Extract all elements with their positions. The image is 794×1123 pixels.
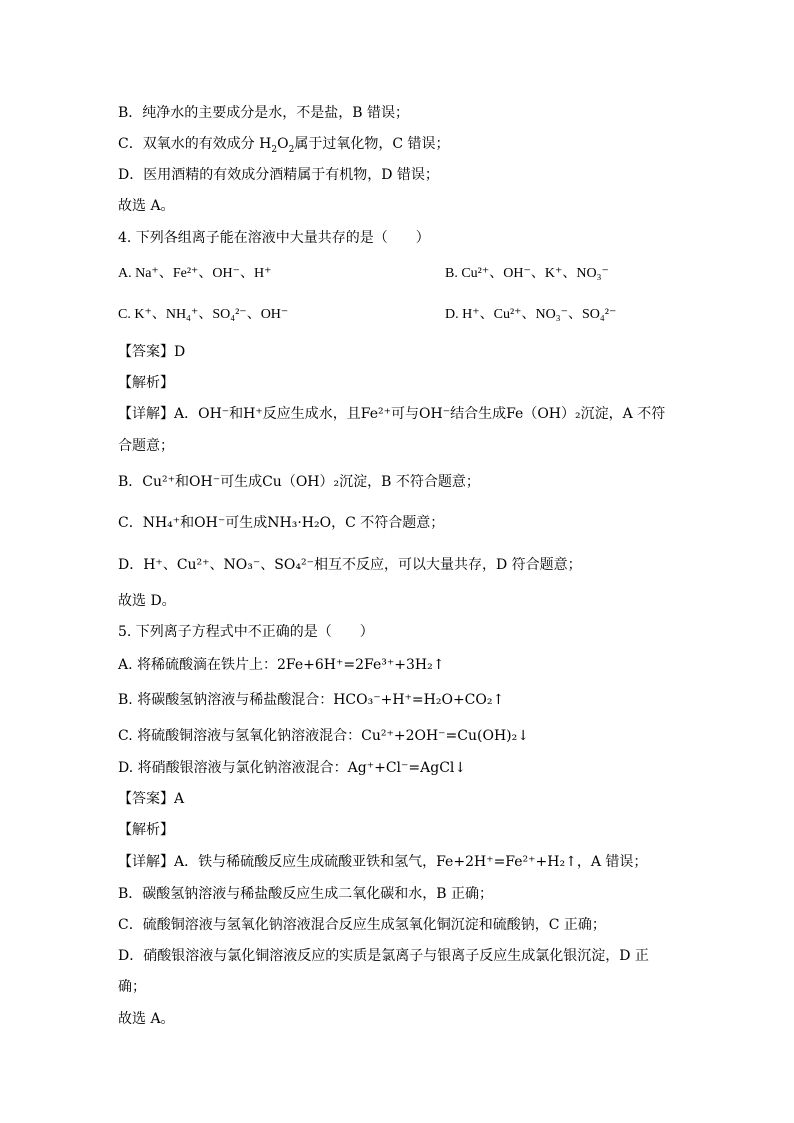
q4-detail-b: B．Cu²⁺和OH⁻可生成Cu（OH）₂沉淀，B 不符合题意；	[118, 474, 480, 490]
q4-detail-a-line-2: 合题意；	[118, 438, 174, 454]
q5-detail-b: B．碳酸氢钠溶液与稀盐酸反应生成二氧化碳和水，B 正确；	[118, 886, 494, 902]
q4-detail-d: D．H⁺、Cu²⁺、NO₃⁻、SO₄²⁻相互不反应，可以大量共存，D 符合题意；	[118, 557, 582, 573]
q5-option-a: A. 将稀硫酸滴在铁片上：2Fe+6H⁺=2Fe³⁺+3H₂↑	[118, 657, 445, 673]
q4-option-b: B. Cu²⁺、OH⁻、K⁺、NO₃⁻	[445, 266, 609, 281]
q4-options-row-1	[118, 264, 678, 284]
q3-option-d-explanation: D．医用酒精的有效成分酒精属于有机物，D 错误；	[118, 167, 439, 183]
q4-analysis-label: 【解析】	[118, 375, 174, 391]
q4-options-row-2	[118, 305, 678, 325]
q4-detail-c: C．NH₄⁺和OH⁻可生成NH₃·H₂O，C 不符合题意；	[118, 515, 445, 531]
q4-conclusion: 故选 D。	[118, 593, 176, 609]
q3-option-c-explanation: C．双氧水的有效成分 $H_2O_2$属于过氧化物，C 错误；	[118, 136, 450, 155]
q4-option-c: C. K⁺、NH₄⁺、SO₄²⁻、OH⁻	[118, 307, 289, 322]
q5-detail-d-line-2: 确；	[118, 979, 146, 995]
q3-option-b-explanation: B．纯净水的主要成分是水，不是盐，B 错误；	[118, 105, 410, 121]
q4-answer: 【答案】D	[118, 344, 186, 360]
q5-option-b: B. 将碳酸氢钠溶液与稀盐酸混合：HCO₃⁻+H⁺=H₂O+CO₂↑	[118, 692, 505, 708]
q5-option-c: C. 将硫酸铜溶液与氢氧化钠溶液混合：Cu²⁺+2OH⁻=Cu(OH)₂↓	[118, 728, 529, 744]
q5-detail-a: 【详解】A．铁与稀硫酸反应生成硫酸亚铁和氢气，Fe+2H⁺=Fe²⁺+H₂↑，A 错误；	[118, 854, 648, 870]
q5-option-d: D. 将硝酸银溶液与氯化钠溶液混合：Ag⁺+Cl⁻=AgCl↓	[118, 760, 467, 776]
q5-stem: 5. 下列离子方程式中不正确的是（ ）	[118, 624, 374, 640]
q4-detail-a-line-1: 【详解】A．OH⁻和H⁺反应生成水，且Fe²⁺可与OH⁻结合生成Fe（OH）₂沉淀，A 不符	[118, 406, 666, 422]
q5-conclusion: 故选 A。	[118, 1011, 175, 1027]
q5-detail-c: C．硫酸铜溶液与氢氧化钠溶液混合反应生成氢氧化铜沉淀和硫酸钠，C 正确；	[118, 917, 606, 933]
q5-answer: 【答案】A	[118, 791, 185, 807]
q4-option-a: A. Na⁺、Fe²⁺、OH⁻、H⁺	[118, 266, 272, 281]
q4-option-d: D. H⁺、Cu²⁺、NO₃⁻、SO₄²⁻	[445, 307, 617, 322]
q4-stem: 4. 下列各组离子能在溶液中大量共存的是（ ）	[118, 230, 430, 246]
q5-detail-d-line-1: D．硝酸银溶液与氯化铜溶液反应的实质是氯离子与银离子反应生成氯化银沉淀，D 正	[118, 948, 649, 964]
q3-conclusion: 故选 A。	[118, 198, 175, 214]
q5-analysis-label: 【解析】	[118, 822, 174, 838]
